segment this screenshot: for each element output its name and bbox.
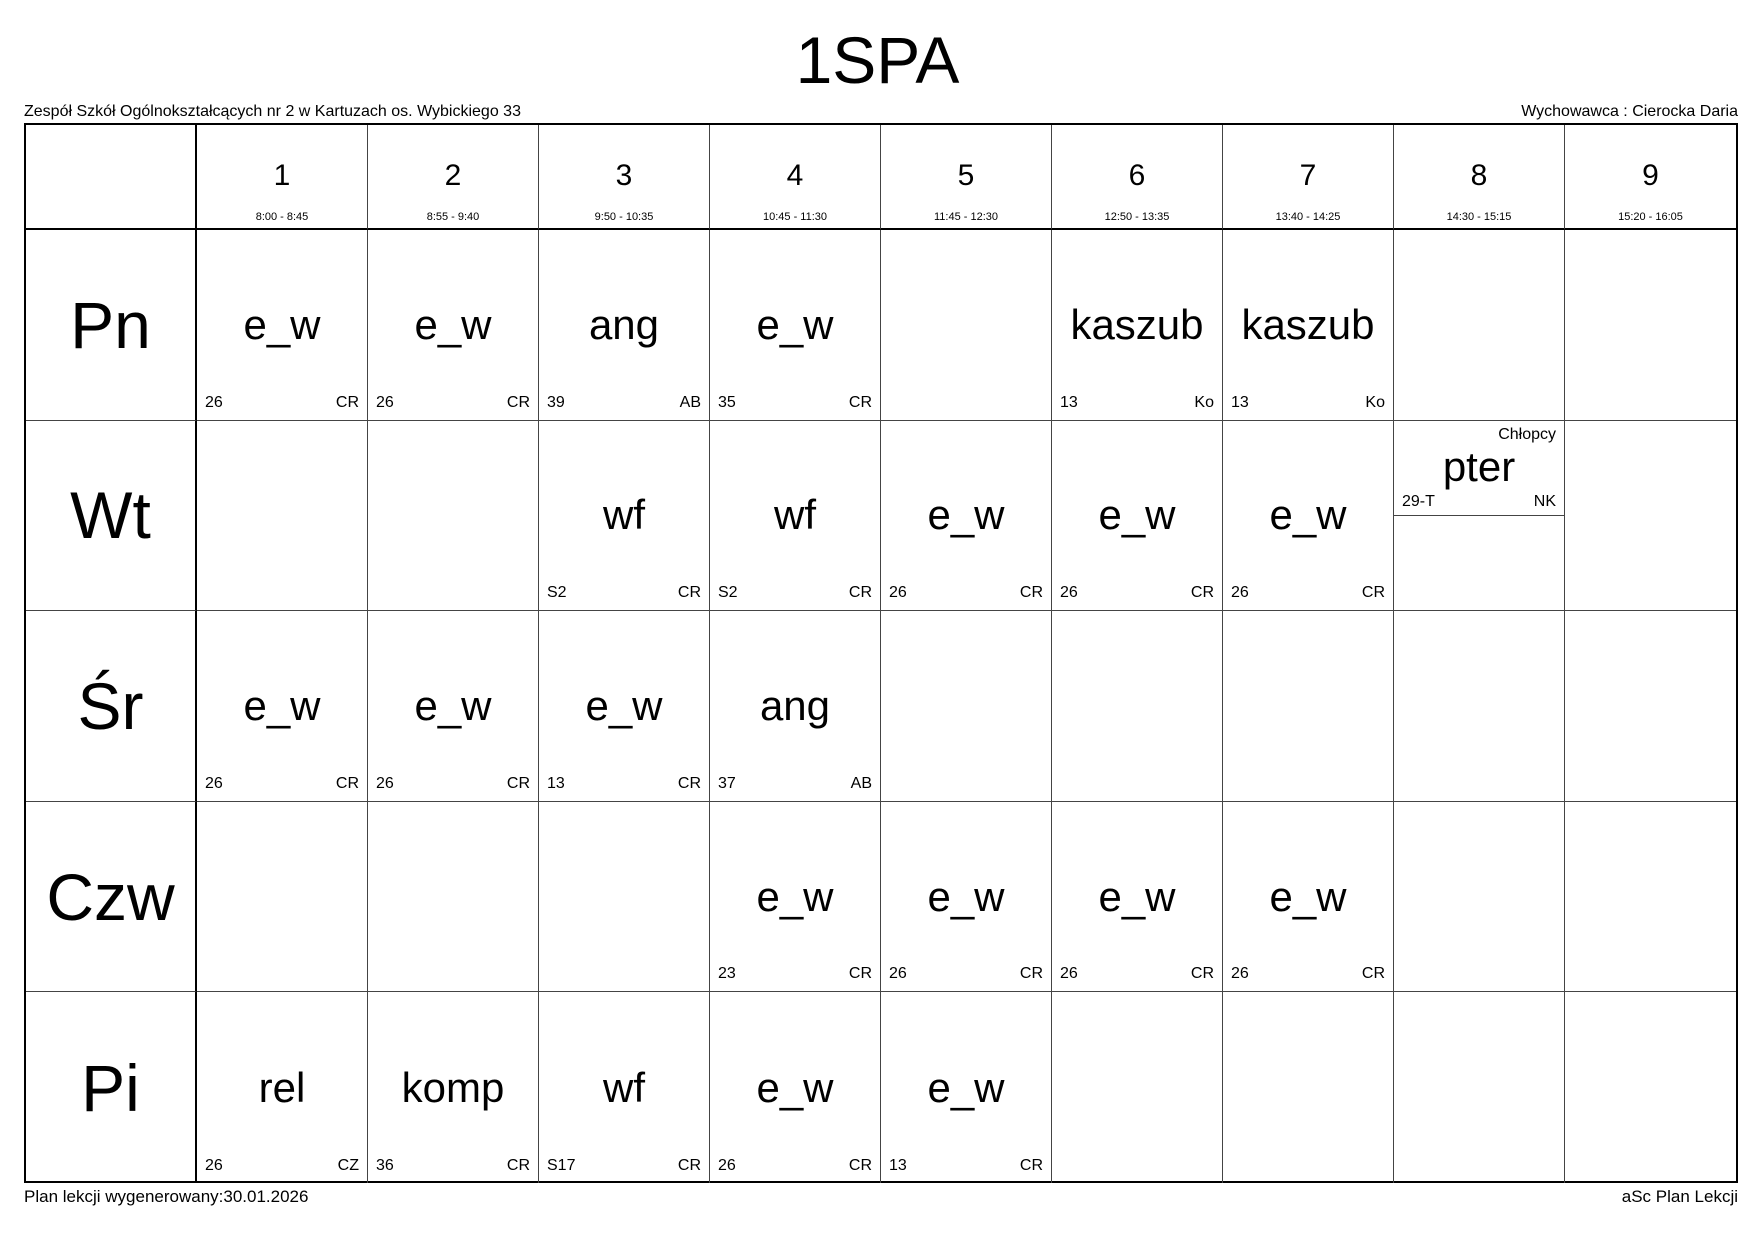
lesson-subject: e_w — [1269, 872, 1347, 920]
empty-cell — [1223, 611, 1394, 802]
empty-cell — [1565, 421, 1736, 612]
lesson-cell — [539, 230, 710, 421]
lesson-subject: e_w — [927, 872, 1005, 920]
lesson-teacher: CR — [848, 393, 872, 411]
lesson-subject: ang — [588, 300, 660, 348]
period-header — [539, 125, 710, 230]
lesson-cell — [1223, 230, 1394, 421]
lesson-teacher: CR — [677, 584, 701, 602]
day-cell — [26, 230, 197, 421]
lesson-group: Chłopcy — [1498, 425, 1556, 443]
period-header — [1052, 125, 1223, 230]
empty-cell — [1565, 992, 1736, 1183]
lesson-room: 13 — [1231, 393, 1249, 411]
lesson-subject: e_w — [414, 681, 492, 729]
empty-cell — [1052, 611, 1223, 802]
period-header — [1565, 125, 1736, 230]
lesson-teacher: AB — [679, 393, 701, 411]
lesson-cell — [710, 421, 881, 612]
software-credit: aSc Plan Lekcji — [1621, 1187, 1738, 1206]
empty-cell — [1052, 992, 1223, 1183]
lesson-room: 26 — [1231, 965, 1249, 983]
empty-cell — [1565, 611, 1736, 802]
lesson-cell — [539, 421, 710, 612]
empty-cell — [197, 421, 368, 612]
lesson-room: 13 — [889, 1156, 907, 1174]
lesson-cell — [710, 802, 881, 993]
lesson-teacher: CR — [506, 774, 530, 792]
lesson-teacher: CR — [1361, 584, 1385, 602]
corner-cell — [26, 125, 197, 230]
lesson-teacher: CR — [1019, 584, 1043, 602]
period-number: 8 — [1470, 159, 1488, 192]
lesson-cell — [1052, 230, 1223, 421]
lesson-cell — [368, 992, 539, 1183]
lesson-teacher: CR — [1361, 965, 1385, 983]
period-header — [197, 125, 368, 230]
lesson-room: 39 — [547, 393, 565, 411]
lesson-cell — [1052, 802, 1223, 993]
lesson-room: 26 — [889, 965, 907, 983]
empty-cell — [881, 230, 1052, 421]
lesson-subject: e_w — [756, 872, 834, 920]
lesson-subject: ang — [759, 681, 831, 729]
lesson-cell — [1223, 802, 1394, 993]
lesson-teacher: CR — [848, 965, 872, 983]
lesson-room: 26 — [205, 1156, 223, 1174]
period-time: 10:45 - 11:30 — [762, 211, 827, 223]
period-header — [1394, 125, 1565, 230]
lesson-room: 26 — [1060, 584, 1078, 602]
lesson-cell — [1052, 421, 1223, 612]
school-name: Zespół Szkół Ogólnokształcących nr 2 w Kartuzach os. Wybickiego 33 — [24, 103, 521, 120]
lesson-teacher: CR — [677, 1156, 701, 1174]
period-number: 9 — [1642, 159, 1659, 192]
lesson-room: 23 — [718, 965, 736, 983]
period-time: 14:30 - 15:15 — [1446, 211, 1512, 223]
period-number: 5 — [957, 159, 975, 192]
lesson-room: 13 — [547, 774, 565, 792]
lesson-subject: e_w — [1269, 491, 1347, 539]
lesson-teacher: CR — [506, 1156, 530, 1174]
lesson-cell — [539, 992, 710, 1183]
lesson-cell — [881, 802, 1052, 993]
page-title: 1SPA — [795, 23, 960, 97]
lesson-room: 26 — [205, 393, 223, 411]
lesson-subject: e_w — [1098, 491, 1176, 539]
lesson-cell — [539, 611, 710, 802]
period-time: 15:20 - 16:05 — [1618, 211, 1683, 223]
lesson-teacher: CR — [1019, 1156, 1043, 1174]
period-number: 2 — [444, 159, 462, 192]
period-header — [1223, 125, 1394, 230]
lesson-teacher: CR — [848, 1156, 872, 1174]
day-name: Czw — [46, 859, 175, 934]
lesson-teacher: CR — [335, 774, 359, 792]
lesson-teacher: CR — [1190, 584, 1214, 602]
lesson-cell — [1394, 421, 1565, 612]
lesson-teacher: Ko — [1194, 393, 1214, 411]
lesson-cell — [368, 230, 539, 421]
lesson-subject: e_w — [243, 300, 321, 348]
period-number: 1 — [273, 159, 291, 192]
empty-cell — [1394, 802, 1565, 993]
lesson-cell — [368, 611, 539, 802]
empty-cell — [368, 802, 539, 993]
lesson-room: 26 — [205, 774, 223, 792]
empty-cell — [368, 421, 539, 612]
lesson-cell — [1223, 421, 1394, 612]
day-name: Śr — [77, 668, 144, 743]
period-number: 3 — [615, 159, 633, 192]
day-name: Pi — [81, 1050, 140, 1125]
lesson-teacher: NK — [1533, 492, 1556, 510]
empty-cell — [1394, 992, 1565, 1183]
lesson-room: S2 — [547, 584, 567, 602]
lesson-subject: kaszub — [1070, 300, 1204, 348]
empty-cell — [1394, 611, 1565, 802]
empty-cell — [197, 802, 368, 993]
lesson-subject: e_w — [1098, 872, 1176, 920]
lesson-teacher: CR — [1190, 965, 1214, 983]
lesson-cell — [710, 230, 881, 421]
lesson-cell — [197, 230, 368, 421]
lesson-room: 36 — [376, 1156, 394, 1174]
empty-cell — [1394, 230, 1565, 421]
lesson-subject: rel — [258, 1063, 306, 1111]
lesson-subject: e_w — [414, 300, 492, 348]
lesson-subject: e_w — [756, 1063, 834, 1111]
lesson-subject: e_w — [927, 1063, 1005, 1111]
lesson-cell — [710, 611, 881, 802]
class-tutor: Wychowawca : Cierocka Daria — [1521, 103, 1738, 120]
lesson-cell — [197, 992, 368, 1183]
generated-date: Plan lekcji wygenerowany:30.01.2026 — [24, 1187, 309, 1206]
lesson-subject: wf — [774, 491, 816, 539]
lesson-subject: komp — [401, 1063, 505, 1111]
lesson-teacher: Ko — [1365, 393, 1385, 411]
period-number: 7 — [1299, 159, 1317, 192]
lesson-subject: wf — [603, 491, 645, 539]
lesson-room: 26 — [1060, 965, 1078, 983]
lesson-teacher: CR — [1019, 965, 1043, 983]
period-header — [710, 125, 881, 230]
empty-cell — [1565, 230, 1736, 421]
lesson-room: 37 — [718, 774, 736, 792]
period-number: 6 — [1128, 159, 1146, 192]
lesson-teacher: AB — [850, 774, 872, 792]
period-number: 4 — [786, 159, 804, 192]
lesson-room: 26 — [1231, 584, 1249, 602]
lesson-subject: e_w — [585, 681, 663, 729]
lesson-subject: e_w — [756, 300, 834, 348]
lesson-teacher: CR — [335, 393, 359, 411]
lesson-room: 26 — [376, 774, 394, 792]
empty-cell — [1565, 802, 1736, 993]
day-cell — [26, 421, 197, 612]
lesson-room: 35 — [718, 393, 736, 411]
period-header — [368, 125, 539, 230]
lesson-subject: kaszub — [1241, 300, 1375, 348]
lesson-room: 26 — [376, 393, 394, 411]
day-name: Wt — [70, 478, 151, 553]
period-time: 9:50 - 10:35 — [594, 211, 654, 223]
lesson-subject: e_w — [243, 681, 321, 729]
group-lesson — [1394, 421, 1564, 516]
lesson-cell — [881, 992, 1052, 1183]
day-cell — [26, 992, 197, 1183]
lesson-room: S2 — [718, 584, 738, 602]
period-header — [881, 125, 1052, 230]
lesson-cell — [881, 421, 1052, 612]
lesson-subject: e_w — [927, 491, 1005, 539]
period-time: 13:40 - 14:25 — [1275, 211, 1341, 223]
lesson-teacher: CR — [506, 393, 530, 411]
lesson-teacher: CR — [848, 584, 872, 602]
lesson-room: S17 — [547, 1156, 576, 1174]
empty-cell — [1223, 992, 1394, 1183]
day-cell — [26, 802, 197, 993]
period-time: 12:50 - 13:35 — [1104, 211, 1170, 223]
day-cell — [26, 611, 197, 802]
lesson-room: 26 — [889, 584, 907, 602]
lesson-subject: wf — [603, 1063, 645, 1111]
period-time: 11:45 - 12:30 — [933, 211, 998, 223]
day-name: Pn — [70, 287, 151, 362]
empty-cell — [539, 802, 710, 993]
lesson-room: 29-T — [1402, 492, 1435, 510]
lesson-cell — [197, 611, 368, 802]
lesson-room: 13 — [1060, 393, 1078, 411]
period-time: 8:55 - 9:40 — [426, 211, 480, 223]
timetable-grid — [24, 123, 1738, 1183]
lesson-subject: pter — [1442, 442, 1516, 490]
lesson-teacher: CZ — [337, 1156, 359, 1174]
period-time: 8:00 - 8:45 — [255, 211, 309, 223]
lesson-cell — [710, 992, 881, 1183]
lesson-room: 26 — [718, 1156, 736, 1174]
empty-cell — [881, 611, 1052, 802]
lesson-teacher: CR — [677, 774, 701, 792]
